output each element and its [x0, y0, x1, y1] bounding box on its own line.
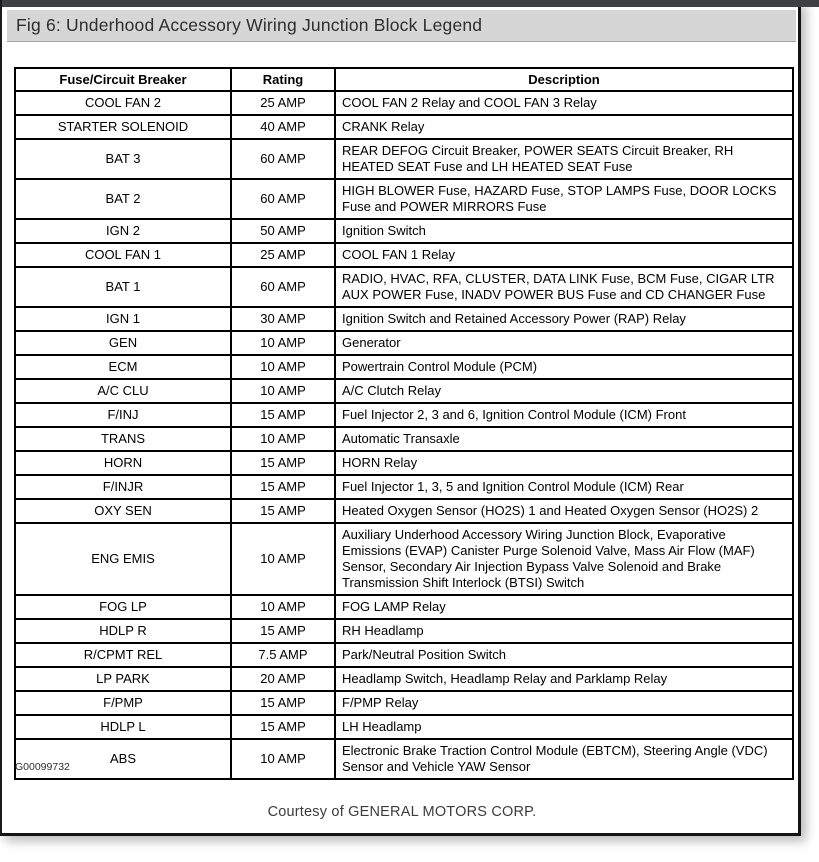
- description-cell: Powertrain Control Module (PCM): [335, 355, 793, 379]
- table-row: [15, 499, 793, 523]
- column-header-fuse: Fuse/Circuit Breaker: [15, 68, 231, 91]
- table-row: [15, 715, 793, 739]
- rating-cell: 15 AMP: [231, 451, 335, 475]
- rating-cell: 25 AMP: [231, 243, 335, 267]
- rating-cell: 15 AMP: [231, 715, 335, 739]
- table-row: [15, 379, 793, 403]
- description-cell: Automatic Transaxle: [335, 427, 793, 451]
- description-cell: HIGH BLOWER Fuse, HAZARD Fuse, STOP LAMPS Fuse, DOOR LOCKS Fuse and POWER MIRRORS Fuse: [335, 179, 793, 219]
- rating-cell: 15 AMP: [231, 475, 335, 499]
- description-cell: Auxiliary Underhood Accessory Wiring Junction Block, Evaporative Emissions (EVAP) Canister Purge Solenoid Valve, Mass Air Flow (MAF) Sensor, Secondary Air Injection Bypass Valve Solenoid and Brake Transmission Shift Interlock (BTSI) Switch: [335, 523, 793, 595]
- description-cell: A/C Clutch Relay: [335, 379, 793, 403]
- fuse-name-cell: IGN 2: [15, 219, 231, 243]
- description-cell: Park/Neutral Position Switch: [335, 643, 793, 667]
- table-row: [15, 451, 793, 475]
- table-body: [15, 91, 793, 779]
- fuse-name-cell: TRANS: [15, 427, 231, 451]
- table-row: [15, 139, 793, 179]
- rating-cell: 10 AMP: [231, 355, 335, 379]
- fuse-name-cell: STARTER SOLENOID: [15, 115, 231, 139]
- fuse-name-cell: BAT 2: [15, 179, 231, 219]
- rating-cell: 30 AMP: [231, 307, 335, 331]
- figure-id: G00099732: [15, 761, 70, 773]
- table-row: [15, 523, 793, 595]
- table-row: [15, 739, 793, 779]
- column-header-rating: Rating: [231, 68, 335, 91]
- description-cell: REAR DEFOG Circuit Breaker, POWER SEATS Circuit Breaker, RH HEATED SEAT Fuse and LH HEATED SEAT Fuse: [335, 139, 793, 179]
- fuse-name-cell: IGN 1: [15, 307, 231, 331]
- rating-cell: 15 AMP: [231, 499, 335, 523]
- figure-title-bar: [7, 10, 796, 42]
- figure-title: Fig 6: Underhood Accessory Wiring Junction Block Legend: [16, 15, 483, 35]
- fuse-name-cell: LP PARK: [15, 667, 231, 691]
- fuse-name-cell: F/PMP: [15, 691, 231, 715]
- fuse-name-cell: F/INJ: [15, 403, 231, 427]
- table-row: [15, 619, 793, 643]
- credit-line: Courtesy of GENERAL MOTORS CORP.: [267, 804, 537, 820]
- table-row: [15, 355, 793, 379]
- fuse-name-cell: HORN: [15, 451, 231, 475]
- table-row: [15, 267, 793, 307]
- rating-cell: 10 AMP: [231, 427, 335, 451]
- rating-cell: 15 AMP: [231, 619, 335, 643]
- fuse-name-cell: HDLP R: [15, 619, 231, 643]
- description-cell: Fuel Injector 1, 3, 5 and Ignition Control Module (ICM) Rear: [335, 475, 793, 499]
- table-row: [15, 243, 793, 267]
- fuse-name-cell: BAT 3: [15, 139, 231, 179]
- table-row: [15, 427, 793, 451]
- rating-cell: 50 AMP: [231, 219, 335, 243]
- fuse-legend-table: [14, 67, 794, 780]
- description-cell: RADIO, HVAC, RFA, CLUSTER, DATA LINK Fuse, BCM Fuse, CIGAR LTR AUX POWER Fuse, INADV POWER BUS Fuse and CD CHANGER Fuse: [335, 267, 793, 307]
- description-cell: COOL FAN 2 Relay and COOL FAN 3 Relay: [335, 91, 793, 115]
- description-cell: COOL FAN 1 Relay: [335, 243, 793, 267]
- table-row: [15, 643, 793, 667]
- fuse-name-cell: BAT 1: [15, 267, 231, 307]
- rating-cell: 25 AMP: [231, 91, 335, 115]
- description-cell: RH Headlamp: [335, 619, 793, 643]
- table-row: [15, 403, 793, 427]
- fuse-name-cell: GEN: [15, 331, 231, 355]
- rating-cell: 10 AMP: [231, 379, 335, 403]
- description-cell: Fuel Injector 2, 3 and 6, Ignition Control Module (ICM) Front: [335, 403, 793, 427]
- fuse-name-cell: FOG LP: [15, 595, 231, 619]
- table-row: [15, 91, 793, 115]
- fuse-name-cell: OXY SEN: [15, 499, 231, 523]
- table-row: [15, 115, 793, 139]
- rating-cell: 40 AMP: [231, 115, 335, 139]
- table-row: [15, 595, 793, 619]
- fuse-name-cell: ECM: [15, 355, 231, 379]
- description-cell: Headlamp Switch, Headlamp Relay and Parklamp Relay: [335, 667, 793, 691]
- table-row: [15, 179, 793, 219]
- rating-cell: 20 AMP: [231, 667, 335, 691]
- description-cell: LH Headlamp: [335, 715, 793, 739]
- table-row: [15, 691, 793, 715]
- rating-cell: 15 AMP: [231, 691, 335, 715]
- table-header-row: [15, 68, 793, 91]
- fuse-name-cell: ABS: [15, 739, 231, 779]
- fuse-name-cell: A/C CLU: [15, 379, 231, 403]
- fuse-name-cell: R/CPMT REL: [15, 643, 231, 667]
- description-cell: Generator: [335, 331, 793, 355]
- fuse-name-cell: COOL FAN 1: [15, 243, 231, 267]
- description-cell: Ignition Switch: [335, 219, 793, 243]
- rating-cell: 10 AMP: [231, 595, 335, 619]
- table-row: [15, 667, 793, 691]
- rating-cell: 10 AMP: [231, 523, 335, 595]
- fuse-name-cell: F/INJR: [15, 475, 231, 499]
- rating-cell: 10 AMP: [231, 331, 335, 355]
- rating-cell: 10 AMP: [231, 739, 335, 779]
- description-cell: CRANK Relay: [335, 115, 793, 139]
- table-row: [15, 219, 793, 243]
- description-cell: FOG LAMP Relay: [335, 595, 793, 619]
- fuse-name-cell: COOL FAN 2: [15, 91, 231, 115]
- description-cell: HORN Relay: [335, 451, 793, 475]
- fuse-name-cell: HDLP L: [15, 715, 231, 739]
- rating-cell: 60 AMP: [231, 179, 335, 219]
- fuse-name-cell: ENG EMIS: [15, 523, 231, 595]
- column-header-description: Description: [335, 68, 793, 91]
- description-cell: Heated Oxygen Sensor (HO2S) 1 and Heated Oxygen Sensor (HO2S) 2: [335, 499, 793, 523]
- rating-cell: 60 AMP: [231, 139, 335, 179]
- rating-cell: 7.5 AMP: [231, 643, 335, 667]
- description-cell: F/PMP Relay: [335, 691, 793, 715]
- rating-cell: 15 AMP: [231, 403, 335, 427]
- rating-cell: 60 AMP: [231, 267, 335, 307]
- table-row: [15, 475, 793, 499]
- top-border-bar: [2, 0, 819, 7]
- table-row: [15, 307, 793, 331]
- description-cell: Electronic Brake Traction Control Module (EBTCM), Steering Angle (VDC) Sensor and Vehicle YAW Sensor: [335, 739, 793, 779]
- description-cell: Ignition Switch and Retained Accessory Power (RAP) Relay: [335, 307, 793, 331]
- table-row: [15, 331, 793, 355]
